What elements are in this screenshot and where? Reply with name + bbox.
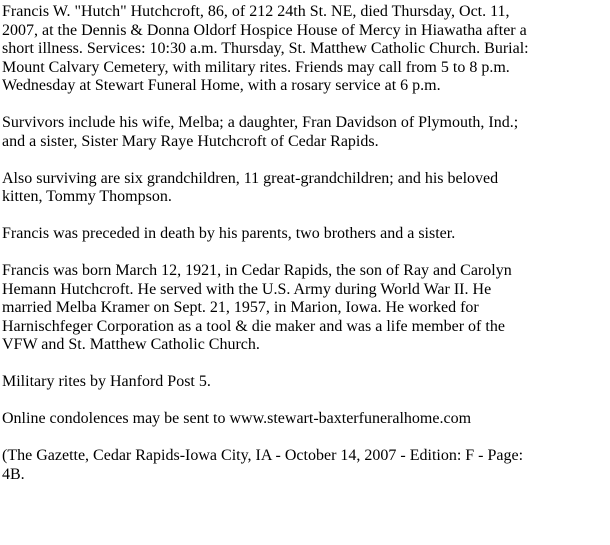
text-line: Survivors include his wife, Melba; a daughter, Fran Davidson of Plymouth, Ind.; <box>2 114 519 131</box>
text-line: Online condolences may be sent to www.stewart-baxterfuneralhome.com <box>2 410 472 427</box>
text-line: kitten, Tommy Thompson. <box>2 188 172 205</box>
paragraph-preceded <box>2 225 610 244</box>
paragraph-survivors <box>2 114 610 151</box>
text-line: 2007, at the Dennis & Donna Oldorf Hospice House of Mercy in Hiawatha after a <box>2 21 527 39</box>
text-line: and a sister, Sister Mary Raye Hutchcroft of Cedar Rapids. <box>2 132 379 150</box>
text-line: Also surviving are six grandchildren, 11 great-grandchildren; and his beloved <box>2 169 499 187</box>
text-line: Harnischfeger Corporation as a tool & die maker and was a life member of the <box>2 317 505 335</box>
paragraph-biography <box>2 262 610 355</box>
text-line: Francis was born March 12, 1921, in Cedar Rapids, the son of Ray and Carolyn <box>2 262 512 279</box>
text-line: Hemann Hutchcroft. He served with the U.S. Army during World War II. He <box>2 280 492 298</box>
text-line: Wednesday at Stewart Funeral Home, with a rosary service at 6 p.m. <box>2 77 441 94</box>
text-line: 4B. <box>2 465 25 483</box>
text-line: married Melba Kramer on Sept. 21, 1957, in Marion, Iowa. He worked for <box>2 299 479 316</box>
paragraph-grandchildren <box>2 170 610 207</box>
paragraph-military-rites <box>2 373 610 392</box>
text-line: (The Gazette, Cedar Rapids-Iowa City, IA - October 14, 2007 - Edition: F - Page: <box>2 447 524 464</box>
text-line: short illness. Services: 10:30 a.m. Thursday, St. Matthew Catholic Church. Burial: <box>2 40 529 57</box>
paragraph-source-citation <box>2 447 610 484</box>
paragraph-death-notice <box>2 3 610 96</box>
paragraph-condolences <box>2 410 610 429</box>
text-line: Francis was preceded in death by his parents, two brothers and a sister. <box>2 225 456 242</box>
text-line: Military rites by Hanford Post 5. <box>2 373 211 390</box>
text-line: VFW and St. Matthew Catholic Church. <box>2 336 260 353</box>
text-line: Mount Calvary Cemetery, with military rites. Friends may call from 5 to 8 p.m. <box>2 58 510 76</box>
text-line: Francis W. "Hutch" Hutchcroft, 86, of 212 24th St. NE, died Thursday, Oct. 11, <box>2 3 510 20</box>
